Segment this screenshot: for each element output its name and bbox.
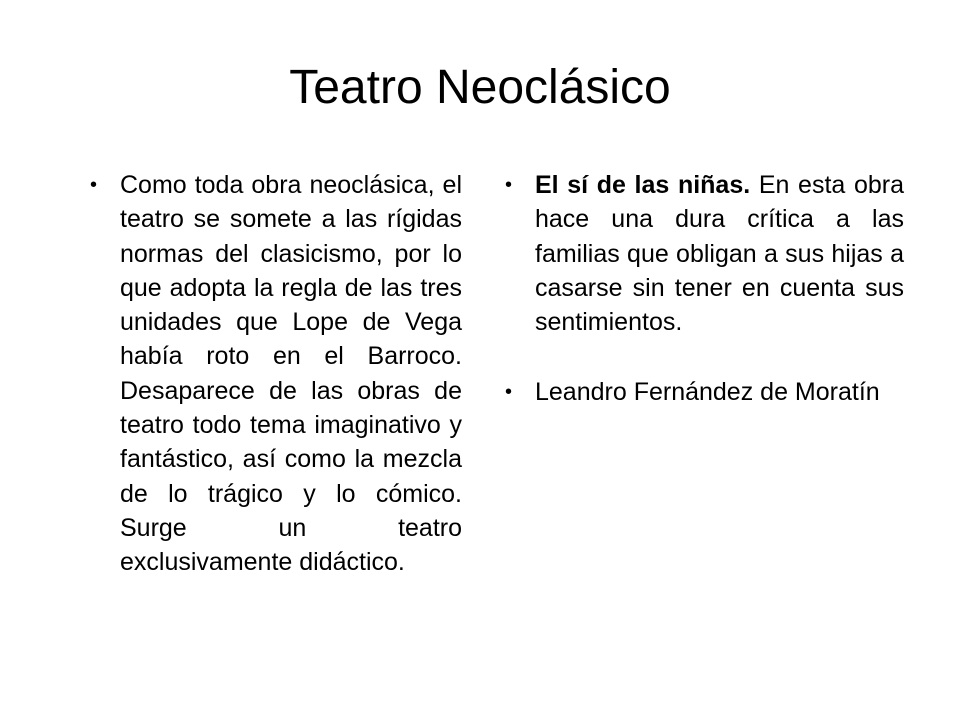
- right-column: [505, 168, 904, 410]
- work-title: El sí de las niñas.: [535, 171, 751, 199]
- author-name: Leandro Fernández de Moratín: [535, 378, 880, 407]
- bullet-icon: •: [505, 381, 513, 404]
- bullet-text: En esta obra hace una dura crítica a las familias que obligan a sus hijas a casarse sin tener en cuenta sus sentimientos.: [535, 171, 904, 337]
- bullet-icon: •: [90, 174, 98, 196]
- bullet-text: Como toda obra neoclásica, el teatro se somete a las rígidas normas del clasicismo, por lo que adopta la regla de las tres unidades que Lope de Vega había roto en el Barroco. Desaparece de las obras de teatro todo tema imaginativo y fantástico, así como la mezcla de lo trágico y lo cómico. Surge un teatro exclusivamente didáctico.: [120, 171, 462, 577]
- bullet-item-el-si-de-las-ninas: [505, 168, 904, 339]
- left-column: [90, 168, 462, 580]
- bullet-icon: •: [505, 174, 513, 196]
- bullet-item-author: [505, 375, 904, 409]
- slide-title: Teatro Neoclásico: [289, 61, 671, 114]
- bullet-item-neoclassical-theatre: [90, 168, 462, 580]
